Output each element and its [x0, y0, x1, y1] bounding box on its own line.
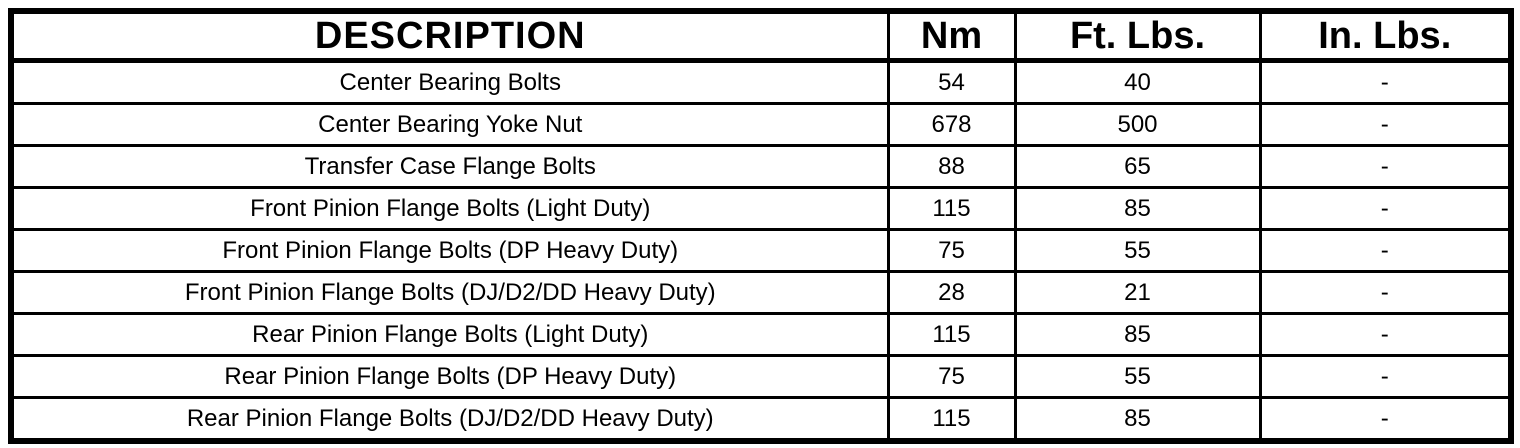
torque-spec-table [8, 8, 1514, 444]
table-row [11, 314, 1511, 356]
nm-cell: 115 [888, 398, 1015, 442]
nm-cell: 54 [888, 61, 1015, 104]
description-cell: Front Pinion Flange Bolts (DP Heavy Duty) [11, 230, 888, 272]
column-header-description: DESCRIPTION [11, 11, 888, 61]
in-lbs-cell: - [1260, 272, 1511, 314]
description-cell: Center Bearing Bolts [11, 61, 888, 104]
in-lbs-cell: - [1260, 146, 1511, 188]
ft-lbs-cell: 21 [1015, 272, 1260, 314]
nm-cell: 28 [888, 272, 1015, 314]
in-lbs-cell: - [1260, 104, 1511, 146]
description-cell: Rear Pinion Flange Bolts (DJ/D2/DD Heavy Duty) [11, 398, 888, 442]
nm-cell: 115 [888, 314, 1015, 356]
description-cell: Transfer Case Flange Bolts [11, 146, 888, 188]
ft-lbs-cell: 55 [1015, 230, 1260, 272]
description-cell: Front Pinion Flange Bolts (Light Duty) [11, 188, 888, 230]
table-row [11, 272, 1511, 314]
in-lbs-cell: - [1260, 230, 1511, 272]
ft-lbs-cell: 65 [1015, 146, 1260, 188]
column-header-nm: Nm [888, 11, 1015, 61]
in-lbs-cell: - [1260, 398, 1511, 442]
description-cell: Front Pinion Flange Bolts (DJ/D2/DD Heavy Duty) [11, 272, 888, 314]
header-row [11, 11, 1511, 61]
nm-cell: 75 [888, 356, 1015, 398]
ft-lbs-cell: 55 [1015, 356, 1260, 398]
nm-cell: 115 [888, 188, 1015, 230]
description-cell: Rear Pinion Flange Bolts (Light Duty) [11, 314, 888, 356]
ft-lbs-cell: 85 [1015, 188, 1260, 230]
in-lbs-cell: - [1260, 61, 1511, 104]
table-row [11, 146, 1511, 188]
ft-lbs-cell: 85 [1015, 314, 1260, 356]
table-row [11, 356, 1511, 398]
table-row [11, 61, 1511, 104]
nm-cell: 75 [888, 230, 1015, 272]
description-cell: Rear Pinion Flange Bolts (DP Heavy Duty) [11, 356, 888, 398]
ft-lbs-cell: 500 [1015, 104, 1260, 146]
column-header-ft-lbs: Ft. Lbs. [1015, 11, 1260, 61]
ft-lbs-cell: 40 [1015, 61, 1260, 104]
nm-cell: 88 [888, 146, 1015, 188]
table-row [11, 104, 1511, 146]
table-row [11, 188, 1511, 230]
nm-cell: 678 [888, 104, 1015, 146]
description-cell: Center Bearing Yoke Nut [11, 104, 888, 146]
ft-lbs-cell: 85 [1015, 398, 1260, 442]
table-body [11, 61, 1511, 442]
in-lbs-cell: - [1260, 188, 1511, 230]
in-lbs-cell: - [1260, 356, 1511, 398]
table-row [11, 230, 1511, 272]
table-row [11, 398, 1511, 442]
in-lbs-cell: - [1260, 314, 1511, 356]
column-header-in-lbs: In. Lbs. [1260, 11, 1511, 61]
